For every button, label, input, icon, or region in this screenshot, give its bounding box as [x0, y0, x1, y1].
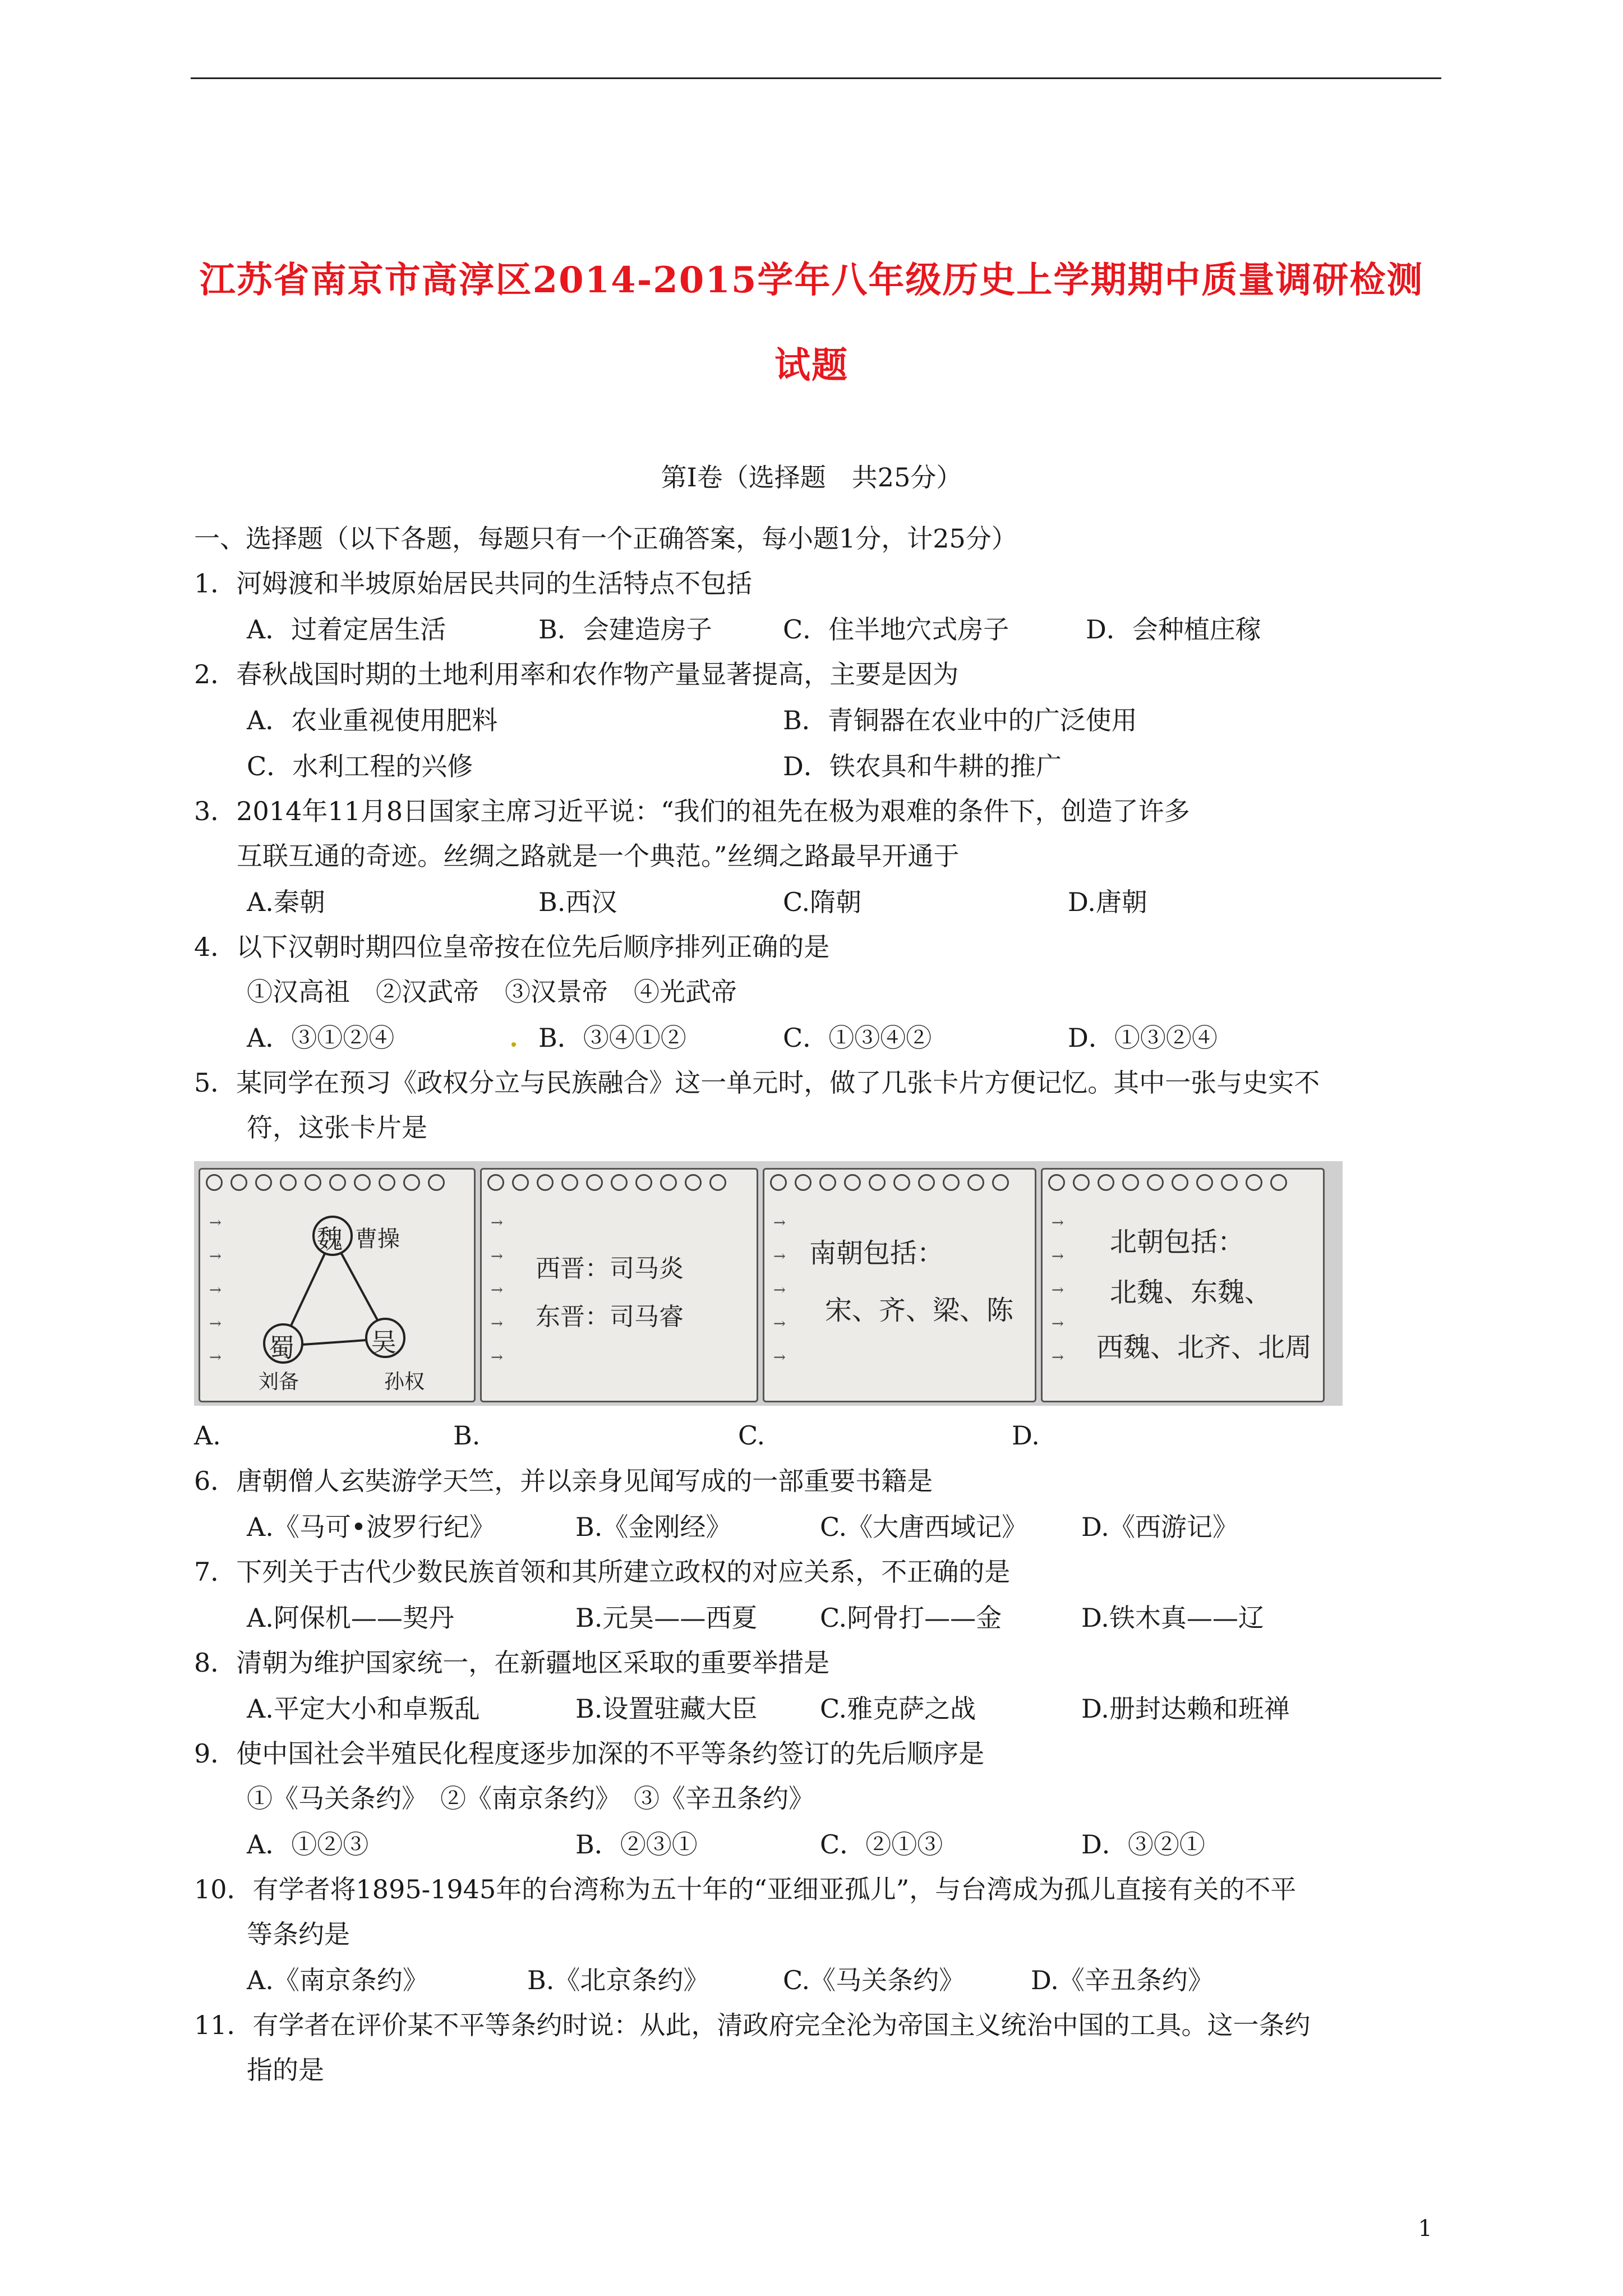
- question-5-stem-continued: 符，这张卡片是: [247, 1112, 427, 1143]
- question-8-option-b: B.设置驻藏大臣: [575, 1694, 758, 1724]
- question-11-stem-continued: 指的是: [247, 2055, 324, 2085]
- question-10-option-a: A.《南京条约》: [247, 1965, 428, 1995]
- page-number: 1: [1418, 2216, 1432, 2242]
- question-7-option-b: B.元昊——西夏: [575, 1603, 758, 1633]
- question-3-option-d: D.唐朝: [1068, 887, 1147, 917]
- question-10-stem: 10．有学者将1895-1945年的台湾称为五十年的“亚细亚孤儿”，与台湾成为孤儿直接有关的不平: [194, 1874, 1297, 1904]
- card-label-b: B.: [453, 1420, 481, 1451]
- card-d-line1: 北朝包括：: [1110, 1226, 1245, 1258]
- page-title: 江苏省南京市高淳区2014-2015学年八年级历史上学期期中质量调研检测: [199, 259, 1424, 301]
- question-10-stem-continued: 等条约是: [247, 1919, 350, 1949]
- card-rings: [1048, 1174, 1317, 1191]
- question-1-option-b: B．会建造房子: [538, 614, 712, 645]
- question-8-option-a: A.平定大小和卓叛乱: [247, 1694, 480, 1724]
- card-image-strip: [194, 1161, 1343, 1406]
- question-6-option-b: B.《金刚经》: [575, 1512, 732, 1542]
- card-a-right-note: 孙权: [384, 1370, 425, 1393]
- card-b-line1: 西晋：司马炎: [536, 1254, 684, 1283]
- question-2-option-c: C．水利工程的兴修: [247, 751, 473, 781]
- question-9-option-b: B．②③①: [575, 1829, 698, 1860]
- card-c: → → → → → 南朝包括： 宋、齐、梁、陈: [763, 1168, 1036, 1402]
- card-c-line1: 南朝包括：: [809, 1237, 944, 1269]
- scan-speck: [511, 1042, 516, 1047]
- question-3-option-a: A.秦朝: [247, 887, 325, 917]
- question-4-option-a: A．③①②④: [247, 1023, 395, 1053]
- question-9-option-d: D．③②①: [1081, 1829, 1205, 1860]
- question-3-stem-continued: 互联互通的奇迹。丝绸之路就是一个典范。”丝绸之路最早开通于: [237, 841, 960, 871]
- card-d-line2: 北魏、东魏、: [1110, 1277, 1272, 1308]
- card-d-line3: 西魏、北齐、北周: [1096, 1332, 1312, 1363]
- section-heading: 第Ⅰ卷（选择题 共25分）: [661, 462, 962, 493]
- page-title-continued: 试题: [774, 344, 849, 386]
- question-2-option-d: D．铁农具和牛耕的推广: [783, 751, 1062, 781]
- question-9-items: ①《马关条约》 ②《南京条约》 ③《辛丑条约》: [247, 1783, 814, 1814]
- question-7-stem: 7．下列关于古代少数民族首领和其所建立政权的对应关系，不正确的是: [194, 1557, 1011, 1587]
- question-10-option-b: B.《北京条约》: [527, 1965, 709, 1995]
- question-4-stem: 4．以下汉朝时期四位皇帝按在位先后顺序排列正确的是: [194, 932, 830, 962]
- question-11-stem: 11．有学者在评价某不平等条约时说：从此，清政府完全沦为帝国主义统治中国的工具。这一条约: [194, 2010, 1311, 2040]
- card-a-left: 蜀: [269, 1333, 294, 1363]
- question-4-option-b: B．③④①②: [538, 1023, 686, 1053]
- question-4-option-c: C．①③④②: [783, 1023, 932, 1053]
- question-4-items: ①汉高祖 ②汉武帝 ③汉景帝 ④光武帝: [247, 977, 737, 1007]
- question-1-stem: 1．河姆渡和半坡原始居民共同的生活特点不包括: [194, 568, 753, 599]
- question-10-option-d: D.《辛丑条约》: [1031, 1965, 1214, 1995]
- question-2-option-a: A．农业重视使用肥料: [247, 705, 498, 735]
- question-6-option-c: C.《大唐西域记》: [820, 1512, 1028, 1542]
- card-label-c: C.: [738, 1420, 766, 1451]
- card-c-line2: 宋、齐、梁、陈: [825, 1295, 1014, 1326]
- question-9-option-c: C．②①③: [820, 1829, 943, 1860]
- question-4-option-d: D．①③②④: [1068, 1023, 1218, 1053]
- card-a-top: 魏: [317, 1224, 343, 1254]
- question-9-option-a: A．①②③: [247, 1829, 369, 1860]
- question-8-option-c: C.雅克萨之战: [820, 1694, 976, 1724]
- kingdoms-triangle-diagram: [200, 1170, 474, 1401]
- instructions: 一、选择题（以下各题，每题只有一个正确答案，每小题1分，计25分）: [194, 523, 1017, 554]
- question-1-option-c: C．住半地穴式房子: [783, 614, 1009, 645]
- question-7-option-a: A.阿保机——契丹: [247, 1603, 454, 1633]
- question-8-option-d: D.册封达赖和班禅: [1081, 1694, 1290, 1724]
- question-6-stem: 6．唐朝僧人玄奘游学天竺，并以亲身见闻写成的一部重要书籍是: [194, 1466, 933, 1496]
- question-7-option-d: D.铁木真——辽: [1081, 1603, 1264, 1633]
- card-a-left-note: 刘备: [259, 1370, 299, 1393]
- question-3-option-c: C.隋朝: [783, 887, 862, 917]
- question-1-option-d: D．会种植庄稼: [1086, 614, 1261, 645]
- header-rule: [191, 77, 1441, 79]
- question-8-stem: 8．清朝为维护国家统一，在新疆地区采取的重要举措是: [194, 1648, 830, 1678]
- card-rings: [770, 1174, 1029, 1191]
- question-2-stem: 2．春秋战国时期的土地利用率和农作物产量显著提高，主要是因为: [194, 659, 959, 689]
- card-label-a: A.: [194, 1420, 221, 1451]
- card-a-right: 吴: [371, 1327, 396, 1358]
- card-b-line2: 东晋：司马睿: [536, 1303, 684, 1331]
- question-3-option-b: B.西汉: [538, 887, 617, 917]
- question-2-option-b: B．青铜器在农业中的广泛使用: [783, 705, 1137, 735]
- card-label-d: D.: [1012, 1420, 1040, 1451]
- question-9-stem: 9．使中国社会半殖民化程度逐步加深的不平等条约签订的先后顺序是: [194, 1738, 985, 1769]
- question-5-stem: 5．某同学在预习《政权分立与民族融合》这一单元时，做了几张卡片方便记忆。其中一张与史实不: [194, 1068, 1320, 1098]
- question-3-stem: 3．2014年11月8日国家主席习近平说：“我们的祖先在极为艰难的条件下，创造了许多: [194, 796, 1190, 826]
- card-d: → → → → → 北朝包括： 北魏、东魏、 西魏、北齐、北周: [1041, 1168, 1325, 1402]
- card-b: → → → → → 西晋：司马炎 东晋：司马睿: [480, 1168, 758, 1402]
- question-1-option-a: A．过着定居生活: [247, 614, 446, 645]
- question-6-option-d: D.《西游记》: [1081, 1512, 1238, 1542]
- card-a-top-note: 曹操: [355, 1226, 400, 1252]
- question-6-option-a: A.《马可•波罗行纪》: [247, 1512, 495, 1542]
- question-7-option-c: C.阿骨打——金: [820, 1603, 1002, 1633]
- question-10-option-c: C.《马关条约》: [783, 1965, 965, 1995]
- card-a: → → → → → 魏 曹操 蜀 刘备 吴 孙权: [199, 1168, 476, 1402]
- card-rings: [487, 1174, 751, 1191]
